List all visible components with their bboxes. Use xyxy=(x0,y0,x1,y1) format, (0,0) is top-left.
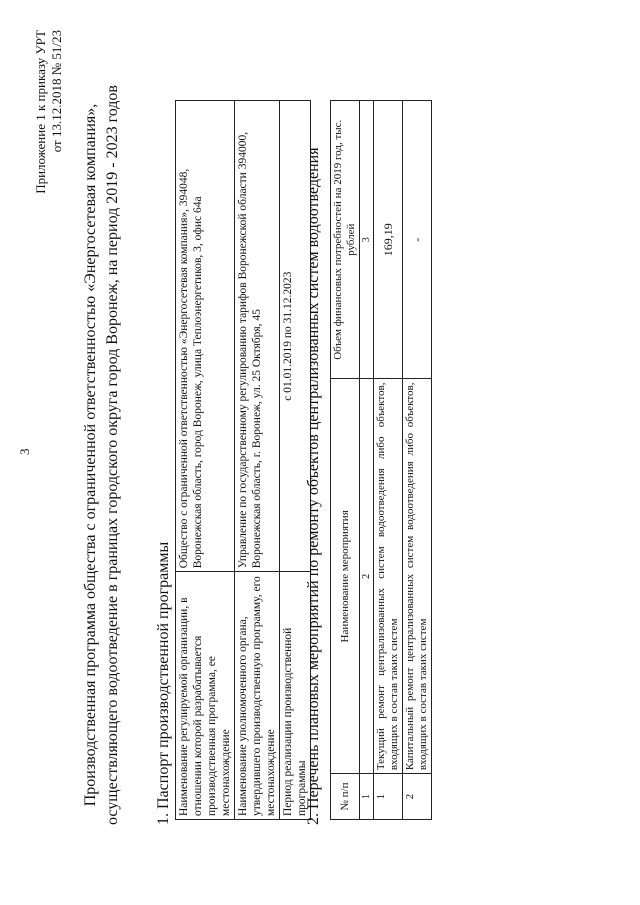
events-table xyxy=(330,100,432,820)
section-1-heading: 1. Паспорт производственной программы xyxy=(155,541,172,825)
column-number: 3 xyxy=(360,101,374,380)
header-num: № п/п xyxy=(331,774,360,820)
table-row xyxy=(374,101,403,820)
passport-key: Наименование уполномоченного органа, утвердившего производственную программу, его местонахождение xyxy=(235,572,280,820)
events-header-row xyxy=(331,101,360,820)
table-row xyxy=(403,101,432,820)
title-line-2: осуществляющего водоотведение в границах городского округа город Воронеж, на период 2019 - 2023 годов xyxy=(104,85,121,825)
row-name: Капитальный ремонт централизованных систем водоотведения либо объектов, входящих в состав таких систем xyxy=(403,379,432,774)
passport-value: Общество с ограниченной ответственностью «Энергосетевая компания», 394048, Воронежская область, город Воронеж, улица Теплоэнергетиков, 3, офис 64а xyxy=(176,101,235,572)
column-number: 2 xyxy=(360,379,374,774)
passport-key: Период реализации производственной программы xyxy=(280,572,311,820)
section-2-heading: 2. Перечень плановых мероприятий по ремонту объектов централизованных систем водоотведения xyxy=(305,147,322,825)
passport-value: с 01.01.2019 по 31.12.2023 xyxy=(280,101,311,572)
annex-line-1: Приложение 1 к приказу УРТ xyxy=(33,30,48,194)
passport-key: Наименование регулируемой организации, в отношении которой разрабатывается производственная программа, ее местонахождение xyxy=(176,572,235,820)
header-value: Объем финансовых потребностей на 2019 год, тыс. рублей xyxy=(331,101,360,380)
annex-note xyxy=(33,30,65,300)
row-value: 169,19 xyxy=(374,101,403,380)
row-value: - xyxy=(403,101,432,380)
annex-line-2: от 13.12.2018 № 51/23 xyxy=(49,30,64,153)
document-page xyxy=(5,5,635,900)
header-name: Наименование мероприятия xyxy=(331,379,360,774)
row-name: Текущий ремонт централизованных систем водоотведения либо объектов, входящих в состав таких систем xyxy=(374,379,403,774)
page-number: 3 xyxy=(17,448,32,455)
passport-row xyxy=(235,101,280,820)
row-num: 2 xyxy=(403,774,432,820)
column-numbers-row xyxy=(360,101,374,820)
row-num: 1 xyxy=(374,774,403,820)
passport-table xyxy=(175,100,311,820)
passport-row xyxy=(176,101,235,820)
document-title xyxy=(80,60,124,850)
column-number: 1 xyxy=(360,774,374,820)
passport-value: Управление по государственному регулированию тарифов Воронежской области 394000, Воронежская область, г. Воронеж, ул. 25 Октября, 45 xyxy=(235,101,280,572)
title-line-1: Производственная программа общества с ограниченной ответственностью «Энергосетевая компания», xyxy=(82,103,99,807)
